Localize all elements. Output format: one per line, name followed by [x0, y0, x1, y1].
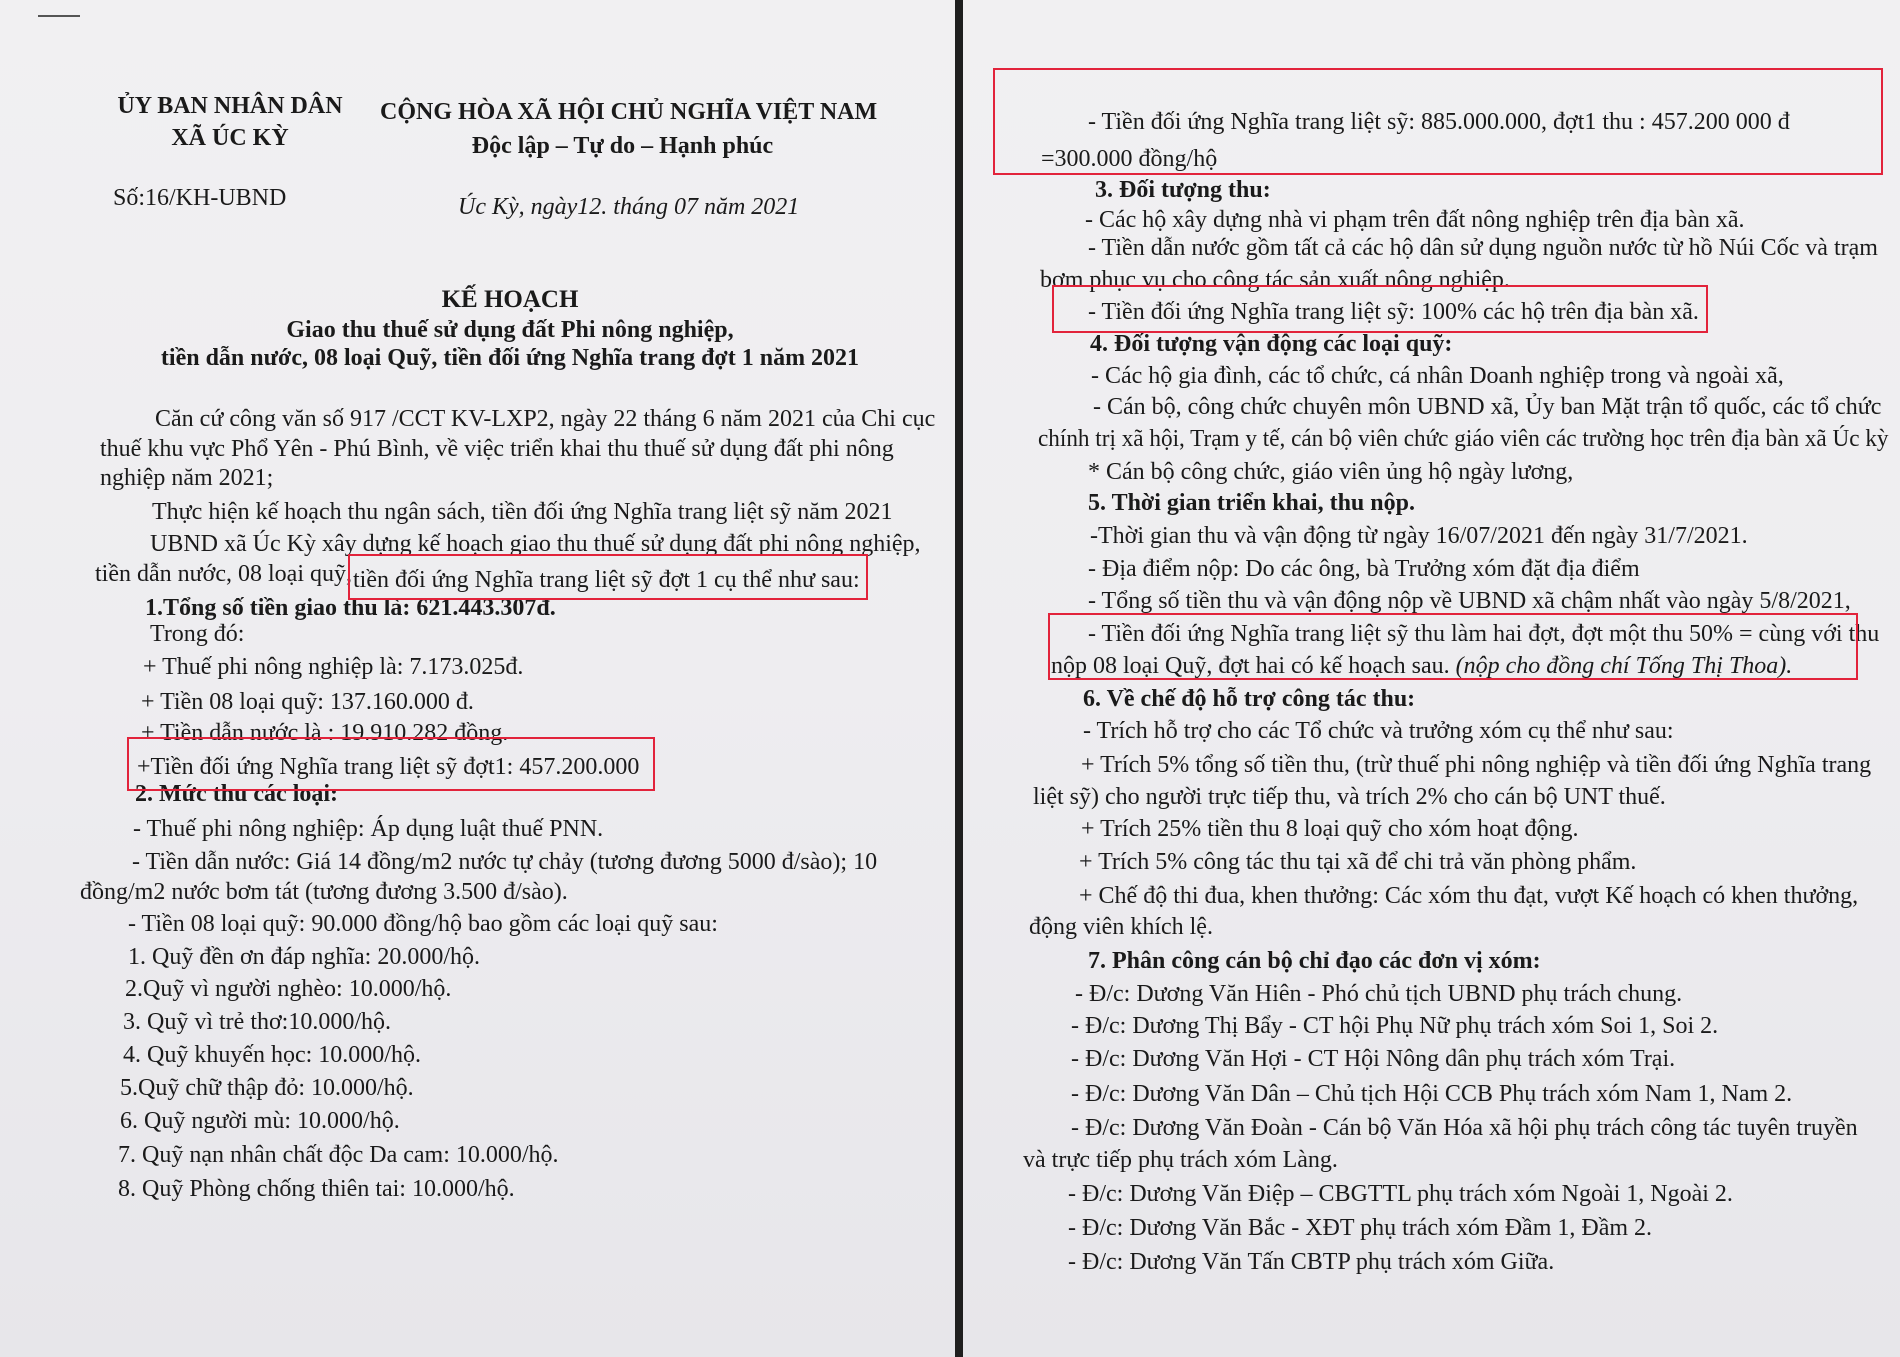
- body-line: =300.000 đồng/hộ: [1041, 146, 1218, 172]
- body-line: + Thuế phi nông nghiệp là: 7.173.025đ.: [143, 654, 524, 680]
- document-page-right: [963, 0, 1900, 1357]
- section-heading: 3. Đối tượng thu:: [1095, 177, 1271, 203]
- doc-subtitle-2: tiền dẫn nước, 08 loại Quỹ, tiền đối ứng Nghĩa trang đợt 1 năm 2021: [160, 345, 860, 371]
- assignment-item: - Đ/c: Dương Văn Hiên - Phó chủ tịch UBND phụ trách chung.: [1075, 981, 1683, 1007]
- fund-item: 1. Quỹ đền ơn đáp nghĩa: 20.000/hộ.: [128, 944, 480, 970]
- body-line: - Tiền 08 loại quỹ: 90.000 đồng/hộ bao gồm các loại quỹ sau:: [128, 911, 718, 937]
- body-line: Thực hiện kế hoạch thu ngân sách, tiền đối ứng Nghĩa trang liệt sỹ năm 2021: [152, 499, 893, 525]
- doc-number: Số:16/KH-UBND: [113, 185, 287, 211]
- highlight-box: [127, 737, 655, 791]
- body-line: - Thuế phi nông nghiệp: Áp dụng luật thuế PNN.: [133, 816, 604, 842]
- body-line: - Tiền dẫn nước: Giá 14 đồng/m2 nước tự chảy (tương đương 5000 đ/sào); 10: [132, 849, 878, 875]
- highlight-box: [993, 68, 1883, 175]
- body-line: + Trích 25% tiền thu 8 loại quỹ cho xóm hoạt động.: [1081, 816, 1579, 842]
- highlight-box: [1048, 613, 1858, 680]
- section-heading: 6. Về chế độ hỗ trợ công tác thu:: [1083, 686, 1416, 712]
- fund-item: 6. Quỹ người mù: 10.000/hộ.: [120, 1108, 400, 1134]
- body-line: Căn cứ công văn số 917 /CCT KV-LXP2, ngày 22 tháng 6 năm 2021 của Chi cục: [155, 406, 936, 432]
- fund-item: 5.Quỹ chữ thập đỏ: 10.000/hộ.: [120, 1075, 414, 1101]
- place-date: Úc Kỳ, ngày12. tháng 07 năm 2021: [458, 194, 800, 220]
- body-line: liệt sỹ) cho người trực tiếp thu, và trích 2% cho cán bộ UNT thuế.: [1033, 784, 1666, 810]
- highlight-box: [348, 554, 868, 600]
- body-line: bơm phục vụ cho công tác sản xuất nông nghiệp.: [1040, 267, 1510, 293]
- body-line: chính trị xã hội, Trạm y tế, cán bộ viên chức giáo viên các trường học trên địa bàn xã Úc kỳ: [1038, 426, 1889, 452]
- header-motto: Độc lập – Tự do – Hạnh phúc: [471, 133, 774, 159]
- body-line: - Các hộ xây dựng nhà vi phạm trên đất nông nghiệp trên địa bàn xã.: [1085, 207, 1745, 233]
- section-heading: 4. Đối tượng vận động các loại quỹ:: [1090, 331, 1453, 357]
- body-line: tiền đối ứng Nghĩa trang liệt sỹ đợt 1 cụ thể như sau:: [353, 567, 860, 593]
- body-line: - Tiền đối ứng Nghĩa trang liệt sỹ thu làm hai đợt, đợt một thu 50% = cùng với thu: [1088, 621, 1880, 647]
- header-authority: ỦY BAN NHÂN DÂN: [117, 93, 343, 119]
- assignment-item: - Đ/c: Dương Văn Đoàn - Cán bộ Văn Hóa xã hội phụ trách công tác tuyên truyền: [1071, 1115, 1858, 1141]
- body-line: - Trích hỗ trợ cho các Tổ chức và trưởng xóm cụ thể như sau:: [1083, 718, 1674, 744]
- body-line: + Chế độ thi đua, khen thưởng: Các xóm thu đạt, vượt Kế hoạch có khen thưởng,: [1079, 883, 1859, 909]
- body-line: + Trích 5% tổng số tiền thu, (trừ thuế phi nông nghiệp và tiền đối ứng Nghĩa trang: [1081, 752, 1872, 778]
- body-line: đồng/m2 nước bơm tát (tương đương 3.500 đ/sào).: [80, 879, 568, 905]
- body-line: + Trích 5% công tác thu tại xã để chi trả văn phòng phẩm.: [1079, 849, 1637, 875]
- assignment-item: - Đ/c: Dương Văn Tấn CBTP phụ trách xóm Giữa.: [1068, 1249, 1555, 1275]
- body-line: UBND xã Úc Kỳ xây dựng kế hoạch giao thu thuế sử dụng đất phi nông nghiệp,: [150, 531, 921, 557]
- assignment-item: - Đ/c: Dương Thị Bẩy - CT hội Phụ Nữ phụ trách xóm Soi 1, Soi 2.: [1071, 1013, 1719, 1039]
- assignment-item: - Đ/c: Dương Văn Hợi - CT Hội Nông dân phụ trách xóm Trại.: [1071, 1046, 1676, 1072]
- body-line: - Tổng số tiền thu và vận động nộp về UBND xã chậm nhất vào ngày 5/8/2021,: [1088, 588, 1851, 614]
- assignment-item: - Đ/c: Dương Văn Dân – Chủ tịch Hội CCB Phụ trách xóm Nam 1, Nam 2.: [1071, 1081, 1793, 1107]
- body-line: - Tiền đối ứng Nghĩa trang liệt sỹ: 885.000.000, đợt1 thu : 457.200 000 đ: [1088, 109, 1790, 135]
- fund-item: 3. Quỹ vì trẻ thơ:10.000/hộ.: [123, 1009, 392, 1035]
- body-line: - Địa điểm nộp: Do các ông, bà Trưởng xóm đặt địa điểm: [1088, 556, 1640, 582]
- section-heading: 1.Tổng số tiền giao thu là: 621.443.307đ.: [145, 595, 556, 621]
- body-line: * Cán bộ công chức, giáo viên ủng hộ ngày lương,: [1088, 459, 1574, 485]
- assignment-item: và trực tiếp phụ trách xóm Làng.: [1023, 1147, 1338, 1173]
- body-line-text: nộp 08 loại Quỹ, đợt hai có kế hoạch sau.: [1051, 653, 1456, 679]
- fund-item: 8. Quỹ Phòng chống thiên tai: 10.000/hộ.: [118, 1176, 515, 1202]
- assignment-item: - Đ/c: Dương Văn Bắc - XĐT phụ trách xóm Đầm 1, Đầm 2.: [1068, 1215, 1653, 1241]
- fund-item: 7. Quỹ nạn nhân chất độc Da cam: 10.000/hộ.: [118, 1142, 559, 1168]
- body-line: - Tiền đối ứng Nghĩa trang liệt sỹ: 100% các hộ trên địa bàn xã.: [1088, 299, 1699, 325]
- body-line-italic: (nộp cho đồng chí Tống Thị Thoa).: [1455, 653, 1793, 679]
- highlight-box: [1052, 285, 1708, 333]
- fund-item: 2.Quỹ vì người nghèo: 10.000/hộ.: [125, 976, 452, 1002]
- body-line: -Thời gian thu và vận động từ ngày 16/07/2021 đến ngày 31/7/2021.: [1090, 523, 1748, 549]
- fund-item: 4. Quỹ khuyến học: 10.000/hộ.: [123, 1042, 421, 1068]
- body-line: + Tiền dẫn nước là : 19.910.282 đồng.: [141, 720, 509, 746]
- doc-subtitle-1: Giao thu thuế sử dụng đất Phi nông nghiệp,: [286, 317, 734, 343]
- body-line: +Tiền đối ứng Nghĩa trang liệt sỹ đợt1: 457.200.000: [137, 754, 640, 780]
- section-heading: 2. Mức thu các loại:: [135, 781, 339, 807]
- body-line: - Tiền dẫn nước gồm tất cả các hộ dân sử dụng nguồn nước từ hồ Núi Cốc và trạm: [1088, 235, 1878, 261]
- assignment-item: - Đ/c: Dương Văn Điệp – CBGTTL phụ trách xóm Ngoài 1, Ngoài 2.: [1068, 1181, 1733, 1207]
- section-heading: 7. Phân công cán bộ chỉ đạo các đơn vị xóm:: [1088, 948, 1541, 974]
- body-line: tiền dẫn nước, 08 loại quỹ,: [95, 561, 352, 587]
- body-line: nghiệp năm 2021;: [100, 465, 274, 491]
- body-line: + Tiền 08 loại quỹ: 137.160.000 đ.: [141, 689, 474, 715]
- header-nation: CỘNG HÒA XÃ HỘI CHỦ NGHĨA VIỆT NAM: [380, 99, 878, 125]
- pen-mark: [38, 15, 80, 17]
- body-line: thuế khu vực Phổ Yên - Phú Bình, về việc triển khai thu thuế sử dụng đất phi nông: [100, 436, 894, 462]
- body-line: - Các hộ gia đình, các tổ chức, cá nhân Doanh nghiệp trong và ngoài xã,: [1091, 363, 1784, 389]
- section-heading: 5. Thời gian triển khai, thu nộp.: [1088, 490, 1415, 516]
- doc-title: KẾ HOẠCH: [441, 286, 579, 313]
- header-commune: XÃ ÚC KỲ: [171, 125, 289, 151]
- body-line: Trong đó:: [150, 621, 245, 647]
- body-line: động viên khích lệ.: [1029, 914, 1213, 940]
- body-line: - Cán bộ, công chức chuyên môn UBND xã, Ủy ban Mặt trận tổ quốc, các tổ chức: [1093, 394, 1882, 420]
